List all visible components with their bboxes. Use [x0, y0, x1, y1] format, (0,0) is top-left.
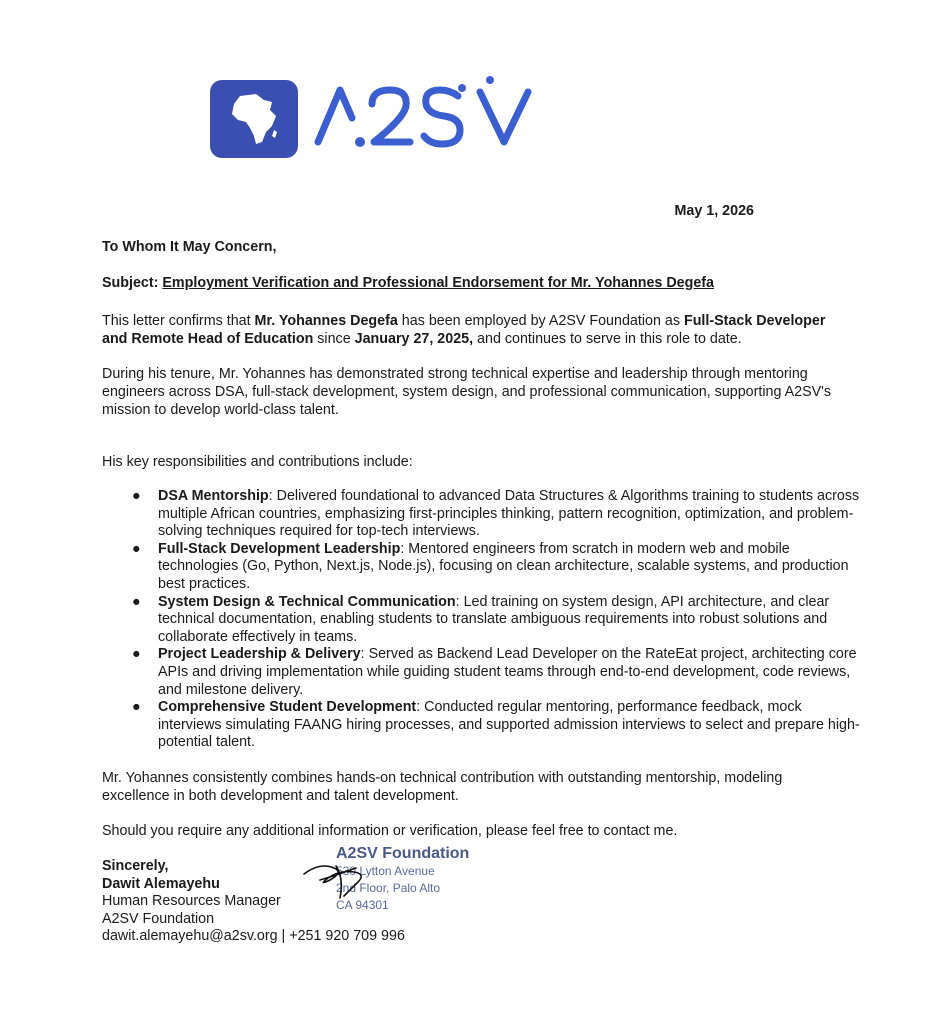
intro-text-2: has been employed by A2SV Foundation as	[397, 313, 684, 329]
signer-org: A2SV Foundation	[102, 910, 215, 927]
bullet-icon: ●	[132, 699, 141, 716]
subject-text: Employment Verification and Professional Endorsement for Mr. Yohannes Degefa	[162, 275, 715, 291]
greeting: To Whom It May Concern,	[102, 239, 277, 255]
stamp-title: A2SV Foundation	[336, 845, 470, 862]
signer-title: Human Resources Manager	[102, 893, 281, 909]
stamp-address-line3: CA 94301	[336, 898, 389, 912]
logo-africa-badge	[210, 80, 298, 158]
bullet-icon: ●	[132, 593, 141, 610]
item-text: : Conducted regular mentoring, performance feedback, mock interviews simulating FAANG hiring processes, and supported admission interviews to select and prepare high-potential talent.	[158, 699, 860, 751]
item-title: System Design & Technical Communication	[158, 593, 456, 610]
intro-paragraph	[102, 312, 837, 348]
intro-text-3: since	[313, 331, 355, 347]
intro-text-1: This letter confirms that	[102, 313, 255, 329]
signer-name: Dawit Alemayehu	[102, 875, 220, 892]
employee-name: Mr. Yohannes Degefa	[254, 313, 398, 329]
stamp-address-line2: 2nd Floor, Palo Alto	[336, 881, 441, 895]
responsibilities-list	[132, 488, 863, 752]
list-item	[132, 540, 863, 594]
handwritten-signature	[300, 852, 380, 902]
item-title: DSA Mentorship	[158, 488, 269, 504]
list-item	[132, 646, 863, 699]
responsibilities-intro: His key responsibilities and contributions include:	[102, 454, 413, 470]
subject-label: Subject:	[102, 275, 159, 291]
signer-contact: dawit.alemayehu@a2sv.org | +251 920 709 996	[102, 928, 405, 944]
letter-date: May 1, 2026	[674, 203, 754, 219]
bullet-icon: ●	[132, 488, 141, 504]
intro-text-4: and continues to serve in this role to date.	[473, 331, 742, 347]
item-title: Project Leadership & Delivery	[158, 646, 361, 663]
bullet-icon: ●	[132, 540, 141, 557]
item-text: : Led training on system design, API architecture, and clear technical documentation, enabling students to translate ambiguous requirements into robust solutions and collaborate effectively in teams.	[158, 593, 830, 645]
employee-role: Full-Stack Developer and Remote Head of Education	[102, 313, 826, 347]
list-item	[132, 699, 863, 752]
item-title: Comprehensive Student Development	[158, 699, 417, 716]
contact-paragraph: Should you require any additional information or verification, please feel free to contact me.	[102, 823, 678, 839]
list-item	[132, 593, 863, 647]
tenure-paragraph: During his tenure, Mr. Yohannes has demonstrated strong technical expertise and leadership through mentoring engineers across DSA, full-stack development, system design, and professional communication, supporting A2SV's mission to develop world-class talent.	[102, 366, 832, 418]
logo-wordmark	[300, 60, 560, 160]
start-date: January 27, 2025,	[354, 331, 474, 347]
signoff: Sincerely,	[102, 858, 169, 874]
africa-map-icon	[210, 80, 298, 158]
item-title: Full-Stack Development Leadership	[158, 540, 401, 557]
item-text: : Mentored engineers from scratch in modern web and mobile technologies (Go, Python, Next.js, Node.js), focusing on clean architecture, scalable systems, and production best practices.	[158, 540, 849, 592]
closing-paragraph: Mr. Yohannes consistently combines hands-on technical contribution with outstanding mentorship, modeling excellence in both development and talent development.	[102, 770, 783, 804]
item-text: : Delivered foundational to advanced Data Structures & Algorithms training to students across multiple African countries, emphasizing first-principles thinking, pattern recognition, optimization, and problem-solving techniques required for top-tech interviews.	[158, 488, 860, 540]
list-item	[132, 488, 863, 541]
stamp-address-line1: 530 Lytton Avenue	[336, 864, 435, 878]
subject-line	[102, 274, 837, 292]
bullet-icon: ●	[132, 646, 141, 663]
item-text: : Served as Backend Lead Developer on the RateEat project, architecting core APIs and driving implementation while guiding student teams through end-to-end development, code reviews, and milestone delivery.	[158, 646, 857, 698]
